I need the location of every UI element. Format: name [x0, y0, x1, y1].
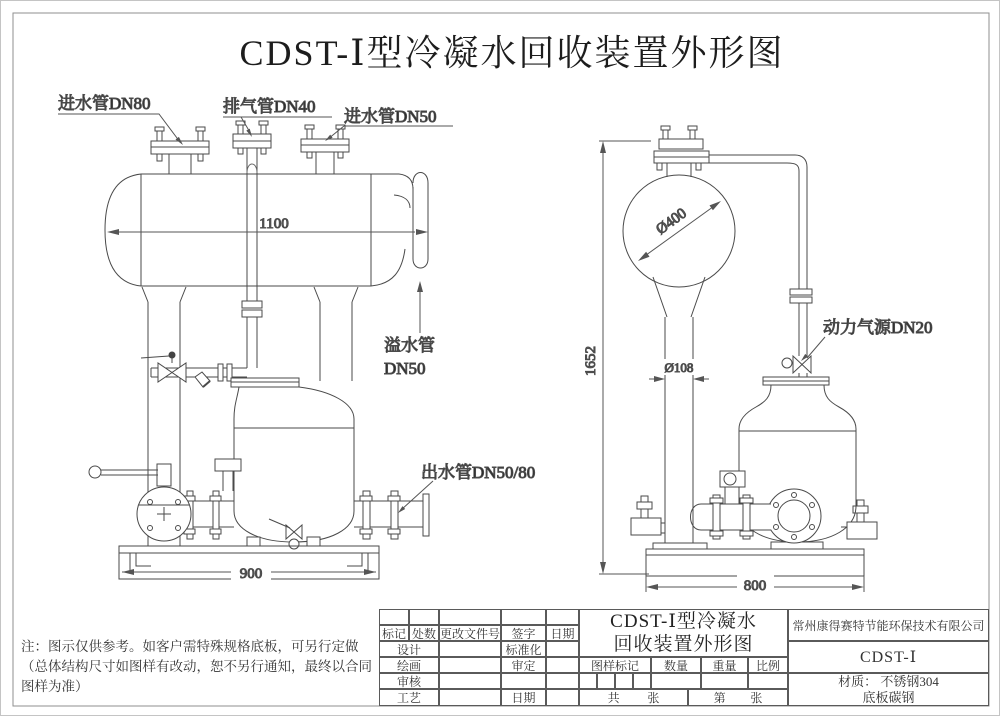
tb-spec-sub-3 [615, 673, 633, 689]
label-air-supply: 动力气源DN20 [823, 318, 933, 337]
tb-design-sign [439, 641, 501, 657]
tb-role-approve: 审定 [501, 657, 546, 673]
tb-company: 常州康得赛特节能环保技术有限公司 [788, 609, 989, 641]
tb-qty-value [651, 673, 701, 689]
tb-date-value [546, 689, 579, 706]
tb-rev-date: 日期 [546, 625, 579, 641]
side-valve-left [631, 496, 665, 535]
tb-role-draw: 绘画 [379, 657, 439, 673]
tb-drawing-title-line2: 回收装置外形图 [613, 634, 754, 655]
tb-standard-sign [546, 641, 579, 657]
tb-check-2 [501, 673, 546, 689]
tb-sheets-total-prefix: 共 [607, 691, 620, 705]
tb-rev-empty-5 [546, 609, 579, 625]
tb-spec-sub-2 [597, 673, 615, 689]
tb-sheet-number [688, 689, 788, 706]
tb-material [788, 673, 989, 706]
tb-role-design: 设计 [379, 641, 439, 657]
tb-rev-empty-2 [409, 609, 439, 625]
tb-rev-sign: 签字 [501, 625, 546, 641]
tb-drawing-title-line1: CDST-Ⅰ型冷凝水 [610, 611, 757, 632]
tb-process-sign [439, 689, 501, 706]
tb-sheets-total [579, 689, 688, 706]
right-view [599, 126, 877, 594]
tb-spec-weight: 重量 [701, 657, 748, 673]
tb-material-line1: 材质： 不锈钢304 [838, 673, 939, 689]
tb-rev-empty-3 [439, 609, 501, 625]
label-overflow-line2: DN50 [384, 359, 426, 378]
tb-approve-sign [546, 657, 579, 673]
dim-sphere-diameter: Ø400 [653, 205, 690, 239]
pump-tank [231, 378, 354, 546]
right-pump-flange [767, 489, 821, 543]
tb-model: CDST-Ⅰ [788, 641, 989, 673]
tb-role-check: 审核 [379, 673, 439, 689]
nozzle-vent-dn40 [233, 121, 271, 154]
dim-right-base: 800 [743, 578, 767, 594]
label-overflow-line1: 溢水管 [384, 336, 435, 355]
tb-rev-mark: 标记 [379, 625, 409, 641]
dim-overall-height: 1652 [583, 346, 599, 376]
left-view [89, 121, 429, 581]
tb-check-sign [439, 673, 501, 689]
tb-spec-qty: 数量 [651, 657, 701, 673]
drawing-main-title: CDST-Ⅰ型冷凝水回收装置外形图 [239, 33, 785, 73]
note-line-2: （总体结构尺寸如图样有改动，恕不另行通知，最终以合同 [21, 659, 372, 674]
tb-sheet-number-suffix: 张 [750, 691, 763, 705]
tb-spec-sub-1 [579, 673, 597, 689]
tb-rev-empty-4 [501, 609, 546, 625]
tb-material-line2: 底板碳钢 [862, 689, 915, 705]
tb-spec-mark: 图样标记 [579, 657, 651, 673]
tb-scale-value [748, 673, 788, 689]
tb-rev-count: 处数 [409, 625, 439, 641]
dim-column-diameter: Ø108 [664, 360, 694, 375]
right-base-frame [646, 549, 864, 576]
dim-tank-length: 1100 [259, 216, 289, 232]
tb-sheets-total-suffix: 张 [647, 691, 660, 705]
tb-check-3 [546, 673, 579, 689]
tb-draw-sign [439, 657, 501, 673]
note-line-1: 注：图示仅供参考。如客户需特殊规格底板，可另行定做 [21, 639, 359, 654]
note-line-3: 图样为准） [21, 679, 89, 694]
drawing-frame [13, 13, 989, 706]
tb-rev-doc-no: 更改文件号 [440, 626, 501, 641]
label-inlet-dn50: 进水管DN50 [344, 107, 437, 126]
tb-spec-scale: 比例 [748, 657, 788, 673]
sphere-top-flange [654, 126, 709, 177]
air-supply-piping [709, 155, 812, 378]
tb-weight-value [701, 673, 748, 689]
tb-role-standard: 标准化 [501, 641, 546, 657]
tb-rev-empty-1 [379, 609, 409, 625]
nozzle-inlet-dn50 [301, 125, 349, 174]
title-block [379, 609, 989, 706]
label-vent-dn40: 排气管DN40 [223, 97, 316, 116]
tb-sheet-number-prefix: 第 [713, 691, 726, 705]
tb-role-process: 工艺 [379, 689, 439, 706]
dim-left-base: 900 [239, 566, 263, 582]
label-outlet: 出水管DN50/80 [421, 463, 536, 482]
note-block [21, 637, 373, 697]
nozzle-inlet-dn80 [151, 127, 209, 174]
tb-drawing-title [579, 609, 788, 657]
label-inlet-dn80: 进水管DN80 [58, 94, 151, 113]
tb-spec-sub-4 [633, 673, 651, 689]
tb-role-date: 日期 [501, 689, 546, 706]
